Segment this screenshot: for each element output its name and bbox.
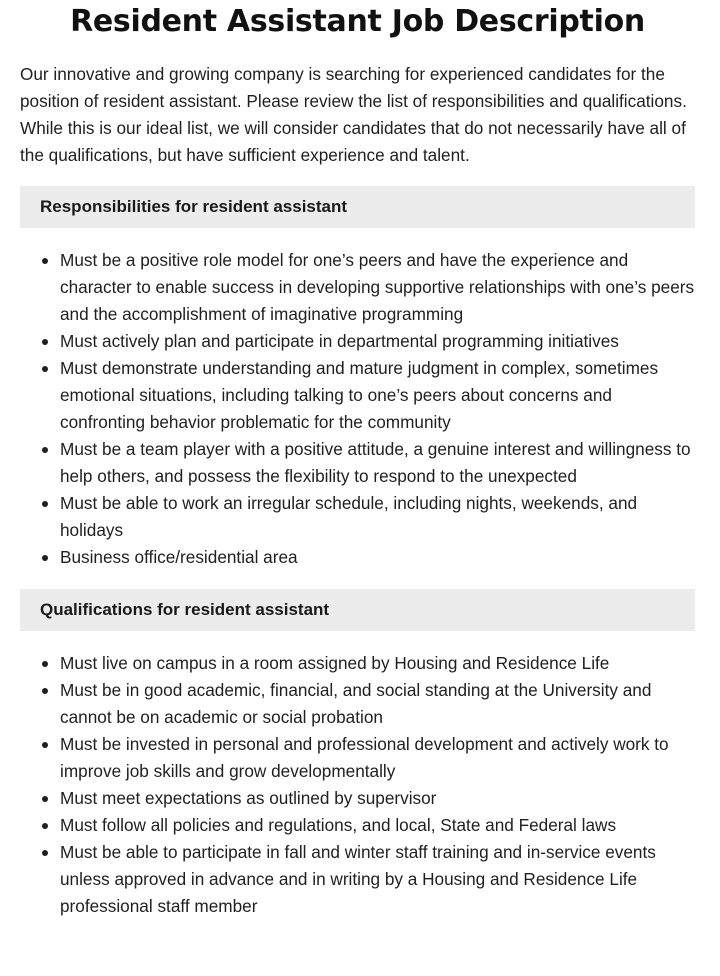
list-item [60,355,695,436]
bullet-icon [42,850,48,856]
bullet-icon [42,339,48,345]
list-item-text: Must actively plan and participate in departmental programming initiatives [60,331,619,351]
list-item [60,328,695,355]
list-item-text: Must be invested in personal and professional development and actively work to improve job skills and grow developmentally [60,734,669,781]
list-item-text: Must be a positive role model for one’s peers and have the experience and character to enable success in developing supportive relationships with one’s peers and the accomplishment of imaginative programming [60,250,695,324]
responsibilities-list [20,247,695,571]
bullet-icon [42,258,48,264]
list-item-text: Must be a team player with a positive attitude, a genuine interest and willingness to help others, and possess the flexibility to respond to the unexpected [60,439,691,486]
list-item [60,839,695,920]
list-item [60,490,695,544]
page-title: Resident Assistant Job Description [70,4,645,39]
responsibilities-heading: Responsibilities for resident assistant [20,186,695,228]
list-item [60,731,695,785]
list-item-text: Must follow all policies and regulations, and local, State and Federal laws [60,815,617,835]
bullet-icon [42,555,48,561]
list-item [60,650,695,677]
list-item [60,247,695,328]
bullet-icon [42,447,48,453]
list-item [60,677,695,731]
bullet-icon [42,796,48,802]
list-item [60,785,695,812]
list-item-text: Must be in good academic, financial, and social standing at the University and cannot be on academic or social probation [60,680,652,727]
list-item [60,812,695,839]
bullet-icon [42,823,48,829]
bullet-icon [42,366,48,372]
list-item-text: Business office/residential area [60,547,298,567]
list-item-text: Must meet expectations as outlined by supervisor [60,788,437,808]
list-item [60,436,695,490]
bullet-icon [42,688,48,694]
qualifications-list [20,650,695,920]
intro-paragraph: Our innovative and growing company is searching for experienced candidates for the position of resident assistant. Please review the list of responsibilities and qualifications. While this is our ideal list, we will consider candidates that do not necessarily have all of the qualifications, but have sufficient experience and talent. [20,64,687,165]
qualifications-heading: Qualifications for resident assistant [20,589,695,631]
list-item-text: Must live on campus in a room assigned by Housing and Residence Life [60,653,610,673]
bullet-icon [42,661,48,667]
list-item [60,544,695,571]
bullet-icon [42,742,48,748]
list-item-text: Must be able to participate in fall and winter staff training and in-service events unless approved in advance and in writing by a Housing and Residence Life professional staff member [60,842,656,916]
bullet-icon [42,501,48,507]
list-item-text: Must demonstrate understanding and mature judgment in complex, sometimes emotional situations, including talking to one’s peers about concerns and confronting behavior problematic for the community [60,358,659,432]
list-item-text: Must be able to work an irregular schedule, including nights, weekends, and holidays [60,493,638,540]
